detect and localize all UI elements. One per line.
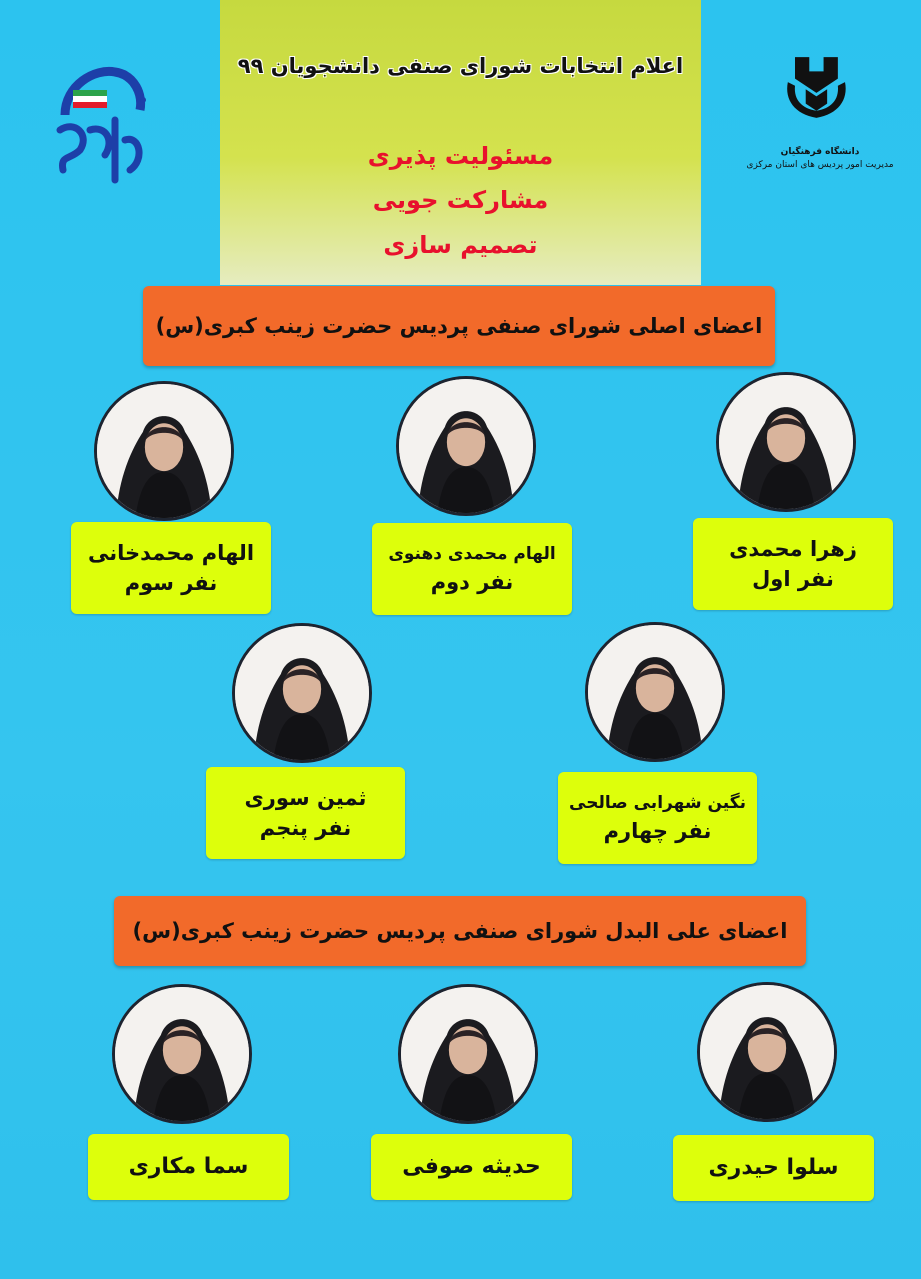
member-3-name: الهام محمدخانی	[87, 541, 255, 565]
alternate-3-photo	[112, 984, 252, 1124]
member-5-card	[206, 767, 405, 859]
member-3-card	[71, 522, 271, 614]
member-4-rank: نفر چهارم	[603, 819, 712, 843]
alternate-3-name: سما مکاری	[128, 1154, 249, 1179]
member-2-name: الهام محمدی دهنوی	[388, 544, 556, 564]
page-title: اعلام انتخابات شورای صنفی دانشجویان ۹۹	[237, 54, 684, 78]
alternate-members-banner: اعضای علی البدل شورای صنفی پردیس حضرت زینب کبری(س)	[114, 896, 806, 966]
member-1-photo	[716, 372, 856, 512]
alternate-2-card	[371, 1134, 572, 1200]
member-4-name: نگین شهرابی صالحی	[569, 793, 746, 813]
university-name-line1: دانشگاه فرهنگیان	[780, 147, 860, 157]
member-3-rank: نفر سوم	[124, 571, 218, 595]
university-logo	[745, 50, 895, 190]
member-2-card	[372, 523, 572, 615]
member-2-rank: نفر دوم	[430, 570, 514, 594]
member-5-photo	[232, 623, 372, 763]
slogan-decision: تصمیم سازی	[383, 231, 538, 259]
member-4-card	[558, 772, 757, 864]
alternate-2-name: حدیثه صوفی	[402, 1154, 541, 1179]
main-members-banner: اعضای اصلی شورای صنفی پردیس حضرت زینب کبری(س)	[143, 286, 775, 366]
member-1-card	[693, 518, 893, 610]
alternate-1-name: سلوا حیدری	[708, 1155, 839, 1180]
alternate-1-photo	[697, 982, 837, 1122]
member-5-name: ثمین سوری	[244, 786, 367, 810]
member-3-photo	[94, 381, 234, 521]
alternate-2-photo	[398, 984, 538, 1124]
council-emblem-logo	[55, 60, 150, 185]
alternate-1-card	[673, 1135, 874, 1201]
member-1-name: زهرا محمدی	[729, 537, 857, 561]
slogan-participation: مشارکت جویی	[372, 186, 549, 214]
member-2-photo	[396, 376, 536, 516]
member-1-rank: نفر اول	[752, 567, 834, 591]
alternate-3-card	[88, 1134, 289, 1200]
member-5-rank: نفر پنجم	[259, 816, 352, 840]
member-4-photo	[585, 622, 725, 762]
slogan-responsibility: مسئولیت پذیری	[367, 142, 554, 170]
university-name-line2: مدیریت امور پردیس های استان مرکزی	[746, 160, 894, 170]
